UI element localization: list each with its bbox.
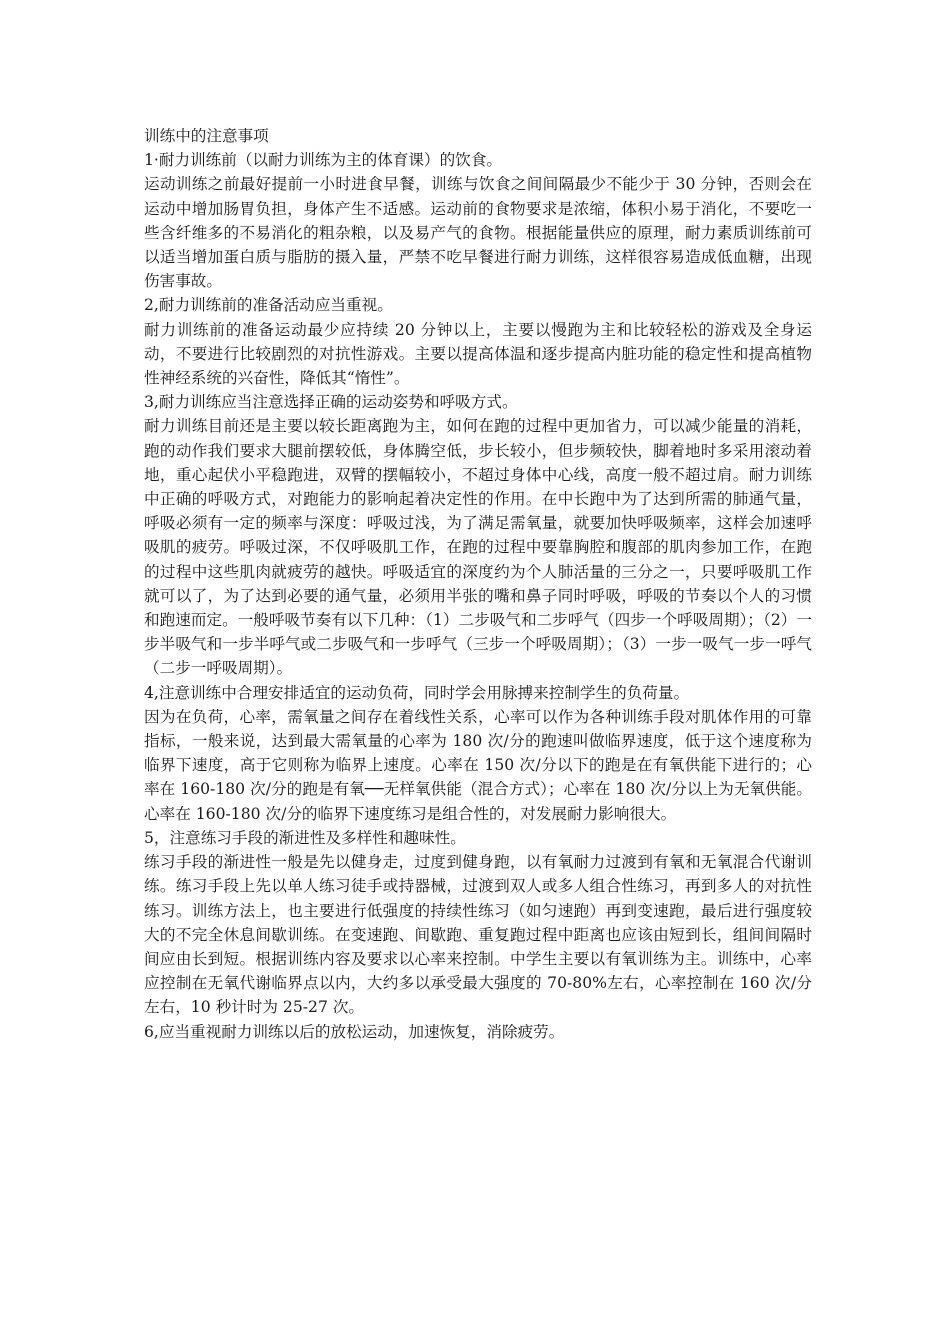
section-2-body: 耐力训练前的准备运动最少应持续 20 分钟以上，主要以慢跑为主和比较轻松的游戏及全身运动，不要进行比较剧烈的对抗性游戏。主要以提高体温和逐步提高内脏功能的稳定性和提高植物性神经系统的兴奋性，降低其“惰性”。	[144, 320, 812, 388]
section-3-body: 耐力训练目前还是主要以较长距离跑为主，如何在跑的过程中更加省力，可以减少能量的消耗，跑的动作我们要求大腿前摆较低，身体腾空低，步长较小，但步频较快，脚着地时多采用滚动着地，重心起伏小平稳跑进，双臂的摆幅较小，不超过身体中心线，高度一般不超过肩。耐力训练中正确的呼吸方式，对跑能力的影响起着决定性的作用。在中长跑中为了达到所需的肺通气量，呼吸必须有一定的频率与深度：呼吸过浅，为了满足需氧量，就要加快呼吸频率，这样会加速呼吸肌的疲劳。呼吸过深，不仅呼吸肌工作，在跑的过程中要靠胸腔和腹部的肌肉参加工作，在跑的过程中这些肌肉就疲劳的越快。呼吸适宜的深度约为个人肺活量的三分之一，只要呼吸肌工作就可以了，为了达到必要的通气量，必须用半张的嘴和鼻子同时呼吸，呼吸的节奏以个人的习惯和跑速而定。一般呼吸节奏有以下几种：（1）二步吸气和二步呼气（四步一个呼吸周期）；（2）一步半吸气和一步半呼气或二步吸气和一步呼气（三步一个呼吸周期）；（3）一步一吸气一步一呼气（二步一呼吸周期）。	[144, 417, 812, 678]
section-6-heading: 6,应当重视耐力训练以后的放松运动，加速恢复，消除疲劳。	[144, 1022, 565, 1041]
section-1-heading: 1·耐力训练前（以耐力训练为主的体育课）的饮食。	[144, 151, 502, 170]
section-1-body: 运动训练之前最好提前一小时进食早餐，训练与饮食之间间隔最少不能少于 30 分钟，否则会在运动中增加肠胃负担，身体产生不适感。运动前的食物要求是浓缩，体积小易于消化，不要吃一些含纤维多的不易消化的粗杂粮，以及易产气的食物。根据能量供应的原理，耐力素质训练前可以适当增加蛋白质与脂肪的摄入量，严禁不吃早餐进行耐力训练，这样很容易造成低血糖，出现伤害事故。	[144, 175, 812, 291]
document-title: 训练中的注意事项	[144, 127, 269, 145]
section-3-heading: 3,耐力训练应当注意选择正确的运动姿势和呼吸方式。	[144, 393, 518, 412]
section-5-body: 练习手段的渐进性一般是先以健身走，过度到健身跑，以有氧耐力过渡到有氧和无氧混合代谢训练。练习手段上先以单人练习徒手或持器械，过渡到双人或多人组合性练习，再到多人的对抗性练习。训练方法上，也主要进行低强度的持续性练习（如匀速跑）再到变速跑，最后进行强度较大的不完全休息间歇训练。在变速跑、间歇跑、重复跑过程中距离也应该由短到长，组间间隔时间应由长到短。根据训练内容及要求以心率来控制。中学生主要以有氧训练为主。训练中，心率应控制在无氧代谢临界点以内，大约多以承受最大强度的 70-80%左右，心率控制在 160 次/分左右，10 秒计时为 25-27 次。	[144, 853, 812, 1017]
section-4-heading: 4,注意训练中合理安排适宜的运动负荷，同时学会用脉搏来控制学生的负荷量。	[144, 683, 690, 702]
section-4-body: 因为在负荷，心率，需氧量之间存在着线性关系，心率可以作为各种训练手段对肌体作用的可靠指标，一般来说，达到最大需氧量的心率为 180 次/分的跑速叫做临界速度，低于这个速度称为临界下速度，高于它则称为临界上速度。心率在 150 次/分以下的跑是在有氧供能下进行的；心率在 160-180 次/分的跑是有氧──无样氧供能（混合方式）；心率在 180 次/分以上为无氧供能。心率在 160-180 次/分的临界下速度练习是组合性的，对发展耐力影响很大。	[144, 707, 812, 823]
section-5-heading: 5，注意练习手段的渐进性及多样性和趣味性。	[144, 828, 466, 847]
section-2-heading: 2,耐力训练前的准备活动应当重视。	[144, 296, 393, 315]
document-body	[144, 124, 812, 1044]
